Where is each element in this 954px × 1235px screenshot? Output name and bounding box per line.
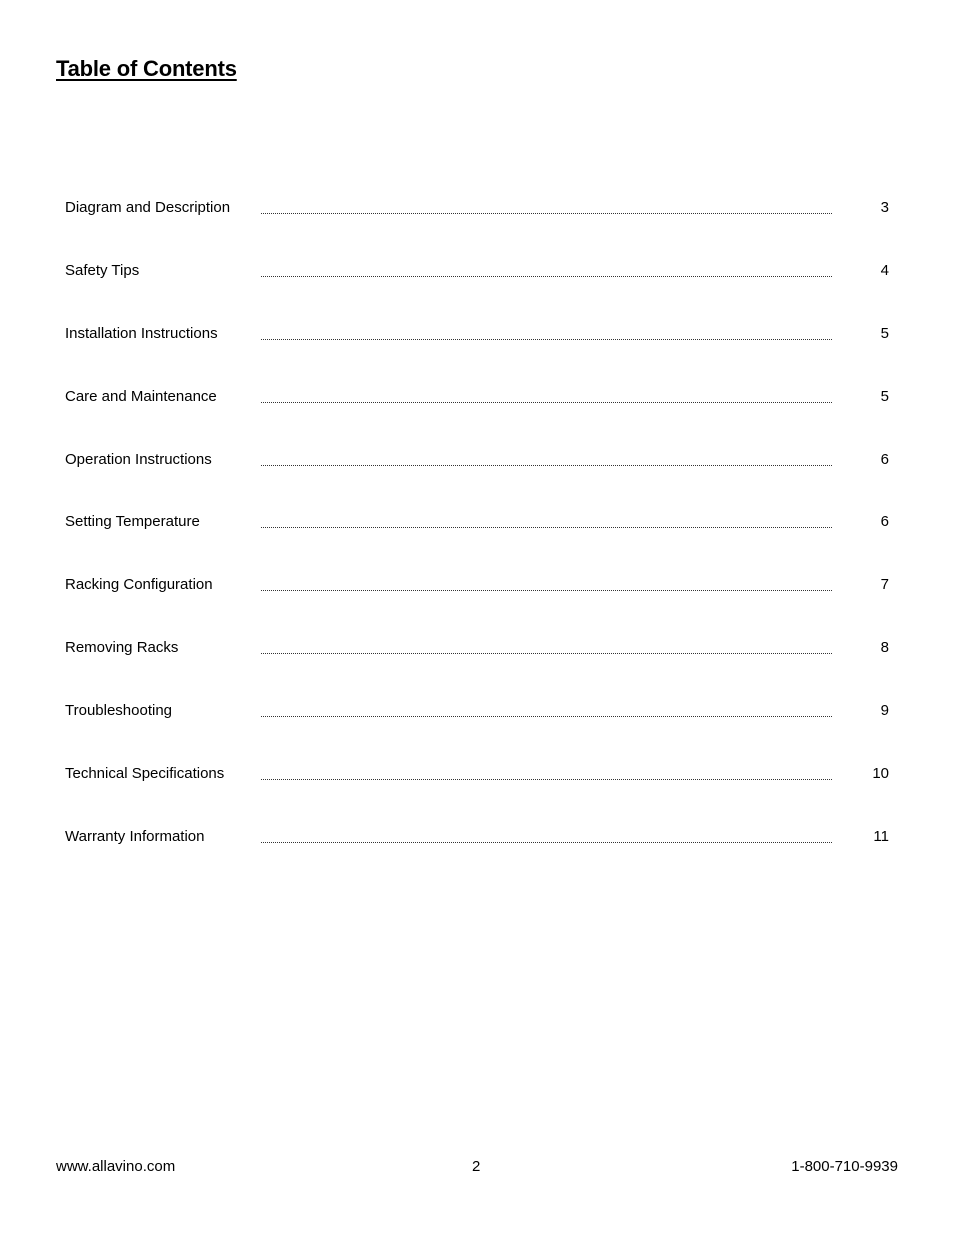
footer-page-number: 2	[472, 1158, 481, 1175]
toc-entry-page: 7	[880, 576, 889, 594]
toc-entry-page: 5	[880, 387, 889, 405]
footer-phone: 1-800-710-9939	[791, 1158, 898, 1175]
toc-entry-diagram-and-description[interactable]	[65, 195, 895, 258]
toc-entry-safety-tips[interactable]	[65, 258, 895, 321]
toc-entry-page: 3	[880, 199, 889, 216]
toc-dot-leader	[261, 402, 832, 403]
toc-entry-removing-racks[interactable]	[65, 635, 895, 698]
toc-dot-leader	[261, 465, 832, 466]
toc-dot-leader	[261, 590, 832, 591]
toc-entry-installation-instructions[interactable]	[65, 321, 895, 384]
page-title: Table of Contents	[56, 56, 237, 81]
toc-entry-page: 9	[880, 702, 889, 720]
toc-entry-page: 10	[872, 765, 889, 783]
toc-entry-page: 4	[880, 261, 889, 279]
toc-dot-leader	[261, 716, 832, 717]
toc-entry-technical-specifications[interactable]	[65, 761, 895, 824]
toc-entry-label: Technical Specifications	[65, 765, 225, 783]
toc-entry-label: Setting Temperature	[65, 513, 200, 531]
toc-entry-label: Safety Tips	[65, 261, 140, 279]
toc-entry-troubleshooting[interactable]	[65, 698, 895, 761]
toc-entry-label: Removing Racks	[65, 639, 179, 657]
toc-dot-leader	[261, 339, 832, 340]
toc-entry-label: Racking Configuration	[65, 576, 213, 594]
toc-entry-page: 5	[880, 324, 889, 342]
toc-entry-label: Care and Maintenance	[65, 387, 217, 405]
toc-entry-page: 8	[880, 639, 889, 657]
toc-entry-setting-temperature[interactable]	[65, 509, 895, 572]
toc-entry-label: Diagram and Description	[65, 199, 231, 216]
toc-dot-leader	[261, 527, 832, 528]
toc-entry-label: Warranty Information	[65, 827, 205, 845]
toc-dot-leader	[261, 653, 832, 654]
toc-entry-racking-configuration[interactable]	[65, 572, 895, 635]
toc-entry-operation-instructions[interactable]	[65, 447, 895, 510]
toc-entry-label: Operation Instructions	[65, 450, 212, 468]
toc-dot-leader	[261, 276, 832, 277]
toc-entry-care-and-maintenance[interactable]	[65, 384, 895, 447]
toc-dot-leader	[261, 213, 832, 214]
toc-entry-page: 6	[880, 450, 889, 468]
footer-website[interactable]: www.allavino.com	[56, 1158, 176, 1175]
toc-entry-label: Installation Instructions	[65, 324, 218, 342]
toc-entry-label: Troubleshooting	[65, 702, 173, 720]
toc-entry-page: 11	[873, 827, 889, 845]
toc-dot-leader	[261, 842, 832, 843]
toc-dot-leader	[261, 779, 832, 780]
toc-entry-page: 6	[880, 513, 889, 531]
table-of-contents	[65, 195, 895, 887]
toc-entry-warranty-information[interactable]	[65, 824, 895, 887]
